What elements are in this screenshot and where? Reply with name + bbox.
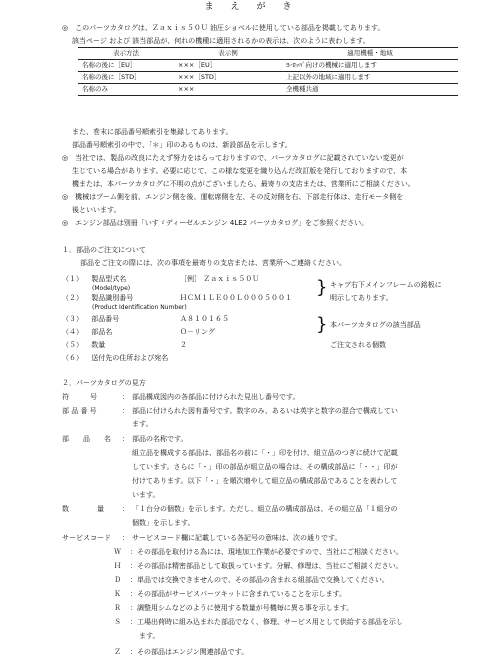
order-item	[62, 340, 105, 351]
table-row	[78, 84, 458, 96]
brace-icon: }	[316, 277, 328, 298]
view-row-text: 付けてあります。以下「・」を順次増やして組立品の構成部品であることを表わして	[132, 477, 398, 485]
service-code-row: Ｄ ：単品では交換できませんので、その部品の含まれる組部品で交換してください。	[114, 576, 389, 584]
view-row-text: 「１台分の個数」を示します。ただし、組立品の構成部品は、その組立品「１組分の	[132, 505, 398, 513]
view-row: 符 号 ： 部品構成図内の各部品に付けられた見出し番号です。	[62, 393, 300, 401]
service-code-text: 工場出荷時に組み込まれた部品でなく、修理、サービス用として供給する部品を示し	[137, 618, 403, 626]
table-row	[78, 72, 458, 84]
table-cell: ×××	[174, 84, 282, 96]
order-item-value: ２	[180, 341, 187, 349]
order-item-value: ＨＣＭ１ＬＥ００Ｌ０００５００１	[180, 294, 292, 302]
service-code-row: Ｗ ：その部品を取付ける為には、現地加工作業が必要ですので、当社にご相談ください。	[114, 548, 403, 556]
order-item-number: （４）	[62, 328, 83, 336]
section-heading-catalog-view: ２．パーツカタログの見方	[62, 379, 146, 387]
intro-paragraph-5b: 後といいます。	[72, 206, 121, 214]
page-title: ま え が き	[204, 2, 296, 12]
view-row-text: しています。さらに「・」印の部品が組立品の場合は、その構成部品に「・・」印が	[132, 463, 398, 471]
order-item-value: Ａ８１０１６５	[180, 315, 229, 323]
table-cell: 名称の後に［STD］	[78, 72, 174, 84]
intro-paragraph-4c: 機または、本パーツカタログに不明の点がございましたら、最寄りの支店または、営業所にご相談ください。	[72, 180, 415, 188]
service-code: Ｗ	[114, 548, 121, 556]
table-cell: 全機種共通	[282, 84, 458, 96]
intro-paragraph-2: また、巻末に部品番号順索引を集録してあります。	[72, 128, 233, 136]
view-row-text: 部品構成図内の各部品に付けられた見出し番号です。	[132, 393, 300, 401]
service-code-text: その部品を取付ける為には、現地加工作業が必要ですので、当社にご相談ください。	[137, 548, 403, 556]
order-item-sublabel: (Model/type)	[92, 285, 131, 292]
view-row-text: 個数」を示します。	[132, 519, 195, 527]
view-row: サービスコード ： サービスコード欄に記載している各記号の意味は、次の通りです。	[62, 534, 342, 542]
table-row	[78, 60, 458, 72]
order-item-label: 数量	[91, 341, 106, 349]
service-code-row: Ｋ ：その部品がサービスパーツキットに含まれていることを示します。	[114, 590, 347, 598]
view-row-text: ます。	[132, 420, 153, 428]
order-item-number: （３）	[62, 315, 83, 323]
service-code: Ｓ	[114, 618, 121, 626]
service-code: Ｈ	[114, 562, 121, 570]
intro-paragraph-4b: 生じている場合があります。必要に応じて、この様な変更を織り込んだ改訂版を発行しておりますので、本	[72, 167, 408, 175]
table-cell: 名称のみ	[78, 84, 174, 96]
intro-paragraph-1b: 該当ページ および 該当部品が、何れの機種に適用されるかの表示は、次のように表わします。	[72, 37, 370, 45]
section-heading-order: １．部品のご注文について	[62, 246, 146, 254]
order-item-label: 部品名	[91, 328, 113, 336]
order-item-value: Ｏ－リング	[180, 328, 215, 336]
order-item-label: 製品識別番号	[91, 294, 134, 302]
intro-paragraph-4a: ◎ 当社では、製品の改良にたえず努力をはらっておりますので、パーツカタログに記載されていない変更が	[62, 154, 404, 162]
order-item-sublabel: (Product Identification Number)	[92, 304, 187, 311]
order-note-1a: キャブ右下メインフレームの銘板に	[330, 281, 442, 289]
table-header: 表示例	[174, 48, 282, 60]
table-header: 適用機種・地域	[282, 48, 458, 60]
service-code-text: その部品がサービスパーツキットに含まれていることを示します。	[137, 590, 347, 598]
order-lead: 部品をご注文の際には、次の事項を最寄りの支店または、営業所へご連絡ください。	[80, 259, 346, 267]
table-header-row	[78, 48, 458, 60]
view-row-text: サービスコード欄に記載している各記号の意味は、次の通りです。	[132, 534, 342, 542]
service-code-row: Ｓ ：工場出荷時に組み込まれた部品でなく、修理、サービス用として供給する部品を示し	[114, 618, 403, 626]
service-code-row: Ｒ ：調整用シムなどのように使用する数量が号機毎に異る事を示します。	[114, 604, 354, 612]
service-code-text: 調整用シムなどのように使用する数量が号機毎に異る事を示します。	[137, 604, 354, 612]
table-cell: 名称の後に［EU］	[78, 60, 174, 72]
view-row: 部 品 番 号 ： 部品に付けられた図有番号です。数字のみ、あるいは英字と数字の混合で構成してい	[62, 407, 398, 415]
intro-paragraph-5a: ◎ 機械はブーム側を前、エンジン側を後、運転席側を左、その反対側を右、下部走行体は、走行モータ側を	[62, 193, 404, 201]
order-item-value: ［例］ Ｚａｘｉｓ５０Ｕ	[180, 275, 260, 283]
service-code-text: 単品では交換できませんので、その部品の含まれる組部品で交換してください。	[137, 576, 389, 584]
service-code-text: その部品はエンジン関連部品です。	[137, 648, 249, 656]
service-code: Ｒ	[114, 604, 121, 612]
order-item-number: （５）	[62, 341, 83, 349]
view-row-label: 数 量	[62, 505, 104, 513]
view-row-text: 組立品を構成する部品は、部品名の前に「・」印を付け、組立品のつぎに続けて記載	[132, 449, 398, 457]
view-row-text: います。	[132, 491, 160, 499]
order-note-1b: 明示してあります。	[330, 294, 393, 302]
service-code-text: その部品は精密部品として取扱っています。分解、修理は、当社にご相談ください。	[137, 562, 403, 570]
intro-paragraph-6: ◎ エンジン部品は別冊「いすゞディーゼルエンジン 4LE2 パーツカタログ」をご参照ください。	[62, 219, 369, 227]
table-cell: ×××［STD］	[174, 72, 282, 84]
table-cell: ﾖｰﾛｯﾊﾟ向けの機械に適用します	[282, 60, 458, 72]
view-row: 部 品 名 ： 部品の名称です。	[62, 435, 188, 443]
order-item-number: （２）	[62, 294, 83, 302]
view-row-label: 部 品 番 号	[62, 407, 97, 415]
service-code: Ｋ	[114, 590, 121, 598]
order-item-label: 製品型式名	[91, 275, 127, 283]
view-row-label: サービスコード	[62, 534, 111, 542]
order-note-3: ご注文される個数	[330, 341, 386, 349]
view-row-label: 符 号	[62, 393, 97, 401]
order-item	[62, 314, 119, 325]
service-code-text: ます。	[139, 632, 160, 640]
view-row-text: 部品に付けられた図有番号です。数字のみ、あるいは英字と数字の混合で構成してい	[132, 407, 398, 415]
service-code-row: Ｚ ：その部品はエンジン関連部品です。	[114, 648, 249, 656]
table-cell: ×××［EU］	[174, 60, 282, 72]
table-cell: 上記以外の地域に適用します	[282, 72, 458, 84]
intro-paragraph-3: 部品番号順索引の中で、「＊」印のあるものは、新設部品を示します。	[72, 141, 292, 149]
service-code: Ｚ	[114, 648, 121, 656]
order-note-2: 本パーツカタログの該当部品	[330, 321, 421, 329]
applicability-table	[78, 47, 458, 96]
table-header: 表示方法	[78, 48, 174, 60]
order-item	[62, 353, 168, 364]
order-item-label: 送付先の住所および宛名	[91, 354, 169, 362]
service-code-row: Ｈ ：その部品は精密部品として取扱っています。分解、修理は、当社にご相談ください。	[114, 562, 403, 570]
view-row-text: 部品の名称です。	[132, 435, 188, 443]
order-item-number: （６）	[62, 354, 83, 362]
intro-paragraph-1: ◎ このパーツカタログは、Ｚａｘｉｓ５０Ｕ 油圧ショベルに使用している部品を掲載してあります。	[62, 24, 385, 32]
order-item-number: （１）	[62, 275, 83, 283]
view-row: 数 量 ： 「１台分の個数」を示します。ただし、組立品の構成部品は、その組立品「１組分の	[62, 505, 398, 513]
view-row-label: 部 品 名	[62, 435, 111, 443]
order-item-label: 部品番号	[91, 315, 120, 323]
service-code: Ｄ	[114, 576, 121, 584]
order-item	[62, 327, 112, 338]
brace-icon: }	[316, 314, 328, 335]
